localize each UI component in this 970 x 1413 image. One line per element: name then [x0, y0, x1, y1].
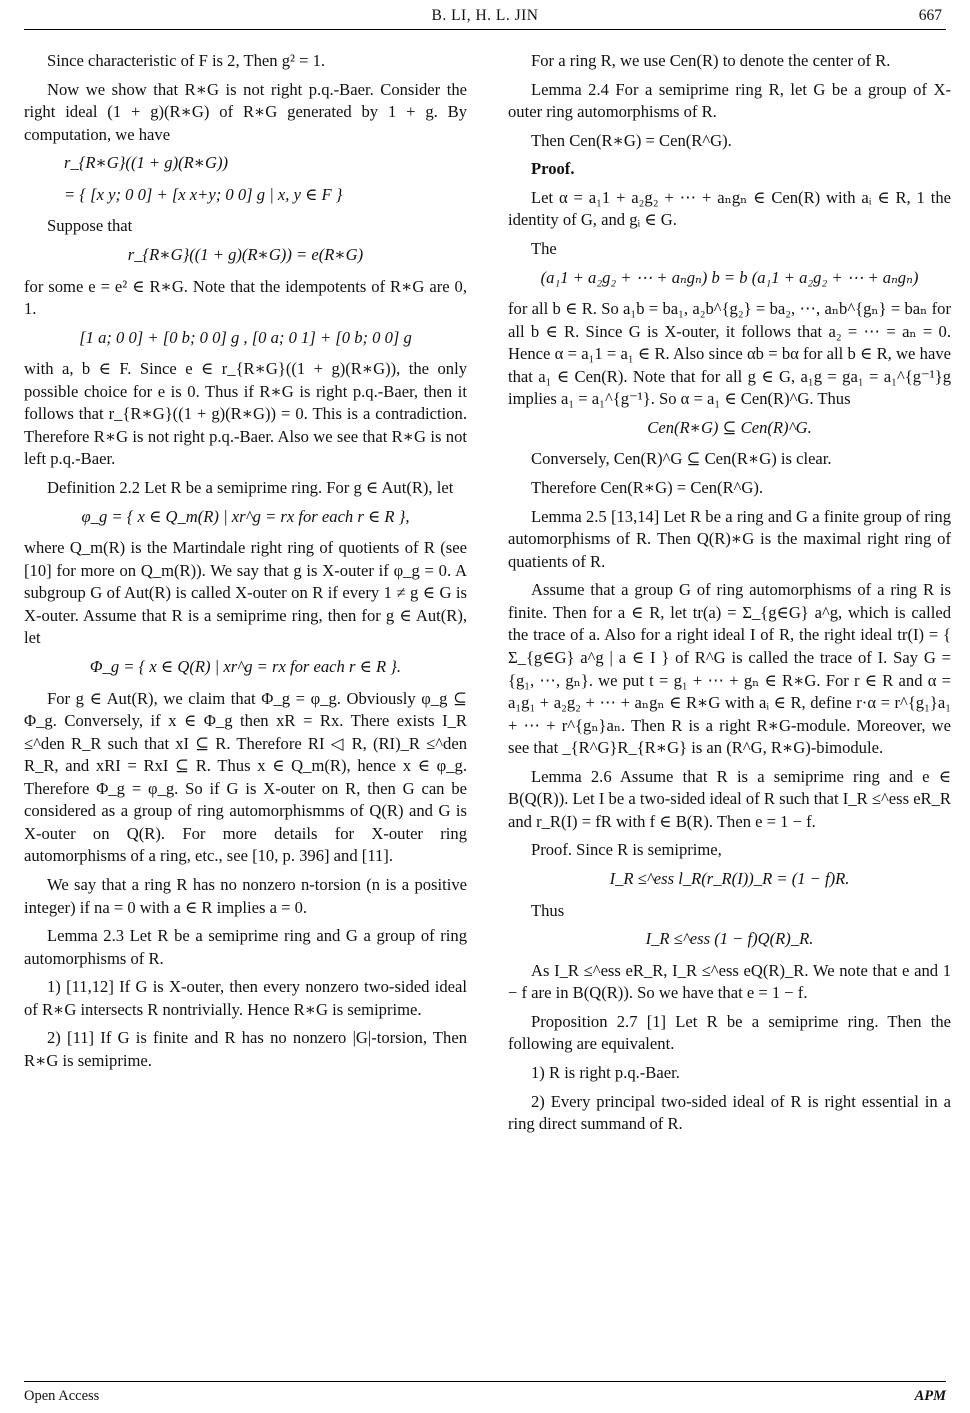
header-rule — [24, 29, 946, 30]
page-header — [0, 0, 970, 26]
paragraph: Now we show that R∗G is not right p.q.-Baer. Consider the right ideal (1 + g)(R∗G) of R∗G generated by 1 + g. By computation, we have — [24, 79, 467, 144]
paragraph: with a, b ∈ F. Since e ∈ r_{R∗G}((1 + g)(R∗G)), the only possible choice for e is 0. Thus if R∗G is right p.q.-Baer, then it follows that r_{R∗G}((1 + g)(R∗G)) = 0. This is a contradiction. Therefore R∗G is not right p.q.-Baer. Also we see that R∗G is not left p.q.-Baer. — [24, 359, 467, 469]
lemma-2-5: Lemma 2.5 [13,14] Let R be a ring and G a finite group of ring automorphisms of R. Then Q(R)∗G is the maximal right ring of quatients of R. — [508, 506, 951, 571]
paragraph: for some e = e² ∈ R∗G. Note that the idempotents of R∗G are 0, 1. — [24, 276, 467, 319]
paragraph: Thus — [531, 900, 565, 920]
equation: = { [x y; 0 0] + [x x+y; 0 0] g | x, y ∈ F } — [64, 184, 343, 204]
left-column — [24, 50, 467, 1079]
lemma-2-4: Lemma 2.4 For a semiprime ring R, let G be a group of X-outer ring automorphisms of R. — [508, 79, 951, 122]
paragraph: Proof. Since R is semiprime, — [531, 840, 722, 860]
equation: I_R ≤^ess l_R(r_R(I))_R = (1 − f)R. — [609, 869, 850, 888]
paragraph: Assume that a group G of ring automorphisms of a ring R is finite. Then for a ∈ R, let tr(a) = Σ_{g∈G} a^g, which is called the trace of a. Also for a right ideal I of R, the right ideal tr(I) = { Σ_{g∈G} a^g | a ∈ I } of R^G is called the trace of I. Say G = {g₁, ⋯, gₙ}. we put t = g₁ + ⋯ + gₙ ∈ R∗G. For r ∈ R and α = a₁g₁ + a₂g₂ + ⋯ + aₙgₙ ∈ R∗G with aᵢ ∈ R, define r·α = r^{g₁}a₁ + ⋯ + r^{gₙ}aₙ. Then R is a right R∗G-module. Moreover, we see that _{R^G}R_{R∗G} is an (R^G, R∗G)-bimodule. — [508, 580, 951, 758]
paragraph: 2) Every principal two-sided ideal of R is right essential in a ring direct summand of R. — [508, 1091, 951, 1134]
footer-open-access: Open Access — [24, 1388, 100, 1404]
page-number: 667 — [918, 7, 942, 24]
paragraph: for all b ∈ R. So a₁b = ba₁, a₂b^{g₂} = ba₂, ⋯, aₙb^{gₙ} = baₙ for all b ∈ R. Since G is X-outer, it follows that a₂ = ⋯ = aₙ = 0. Hence α = a₁1 = a₁ ∈ R. Also since αb = bα for all b ∈ R, we have that a₁ ∈ Cen(R). Note that for all g ∈ G, a₁g = ga₁ = a₁^{g⁻¹}g implies a₁ = a₁^{g⁻¹}. So α = a₁ ∈ Cen(R)^G. Thus — [508, 299, 951, 409]
paragraph: Suppose that — [47, 216, 133, 236]
paragraph: For a ring R, we use Cen(R) to denote the center of R. — [531, 51, 891, 70]
paragraph: For g ∈ Aut(R), we claim that Φ_g = φ_g. Obviously φ_g ⊆ Φ_g. Conversely, if x ∈ Φ_g then xR = Rx. There exists I_R ≤^den R_R such that xI ⊆ R. Therefore RI ◁ R, (RI)_R ≤^den R_R, and xRI = RxI ⊆ R. Thus x ∈ Q_m(R), hence x ∈ φ_g. Therefore Φ_g = φ_g. So if G is X-outer on R, then G can be considered as a group of ring automorphismms of Q(R) and G is X-outer on Q(R). For more details for X-outer ring automorphisms of a ring, etc., see [10, p. 396] and [11]. — [24, 688, 467, 866]
paragraph: Let α = a₁1 + a₂g₂ + ⋯ + aₙgₙ ∈ Cen(R) with aᵢ ∈ R, 1 the identity of G, and gᵢ ∈ G. — [508, 187, 951, 230]
footer-journal: APM — [914, 1388, 946, 1404]
footer-rule — [24, 1381, 946, 1382]
equation: Cen(R∗G) ⊆ Cen(R)^G. — [647, 417, 812, 437]
paragraph: Since characteristic of F is 2, Then g² = 1. — [47, 51, 326, 70]
running-title: B. LI, H. L. JIN — [431, 7, 539, 24]
lemma-2-6: Lemma 2.6 Assume that R is a semiprime ring and e ∈ B(Q(R)). Let I be a two-sided ideal of R such that I_R ≤^ess eR_R and r_R(I) = fR with f ∈ B(R). Then e = 1 − f. — [508, 766, 951, 831]
equation: φ_g = { x ∈ Q_m(R) | xr^g = rx for each r ∈ R }, — [81, 506, 410, 526]
equation: r_{R∗G}((1 + g)(R∗G)) — [64, 153, 229, 173]
paragraph: We say that a ring R has no nonzero n-torsion (n is a positive integer) if na = 0 with a ∈ R implies a = 0. — [24, 875, 467, 917]
equation: (a₁1 + a₂g₂ + ⋯ + aₙgₙ) b = b (a₁1 + a₂g₂ + ⋯ + aₙgₙ) — [540, 267, 919, 287]
paragraph: Therefore Cen(R∗G) = Cen(R^G). — [531, 478, 764, 497]
equation: r_{R∗G}((1 + g)(R∗G)) = e(R∗G) — [127, 244, 364, 264]
proposition-2-7: Proposition 2.7 [1] Let R be a semiprime ring. Then the following are equivalent. — [508, 1011, 951, 1054]
paragraph: Then Cen(R∗G) = Cen(R^G). — [531, 130, 732, 150]
lemma-2-3: Lemma 2.3 Let R be a semiprime ring and G a group of ring automorphisms of R. — [24, 926, 467, 968]
paragraph: Conversely, Cen(R)^G ⊆ Cen(R∗G) is clear. — [531, 449, 832, 469]
proof-heading: Proof. — [531, 159, 575, 179]
paragraph: 2) [11] If G is finite and R has no nonzero |G|-torsion, Then R∗G is semiprime. — [24, 1028, 467, 1070]
equation: [1 a; 0 0] + [0 b; 0 0] g , [0 a; 0 1] + [0 b; 0 0] g — [79, 327, 412, 347]
equation: I_R ≤^ess (1 − f)Q(R)_R. — [645, 929, 814, 949]
paragraph: As I_R ≤^ess eR_R, I_R ≤^ess eQ(R)_R. We note that e and 1 − f are in B(Q(R)). So we have that e = 1 − f. — [508, 960, 951, 1003]
paragraph: 1) R is right p.q.-Baer. — [531, 1062, 680, 1082]
equation: Φ_g = { x ∈ Q(R) | xr^g = rx for each r ∈ R }. — [89, 656, 402, 676]
paragraph: where Q_m(R) is the Martindale right ring of quotients of R (see [10] for more on Q_m(R)). We say that g is X-outer if φ_g = 0. A subgroup G of Aut(R) is called X-outer on R if every 1 ≠ g ∈ G is X-outer. Assume that R is a semiprime ring, then for g ∈ Aut(R), let — [24, 538, 467, 648]
right-column — [508, 50, 951, 1142]
page-footer — [24, 1387, 946, 1407]
definition-2-2: Definition 2.2 Let R be a semiprime ring. For g ∈ Aut(R), let — [47, 478, 454, 497]
paragraph: 1) [11,12] If G is X-outer, then every nonzero two-sided ideal of R∗G intersects R nontrivially. Hence R∗G is semiprime. — [24, 977, 467, 1019]
paragraph: The — [531, 238, 557, 258]
